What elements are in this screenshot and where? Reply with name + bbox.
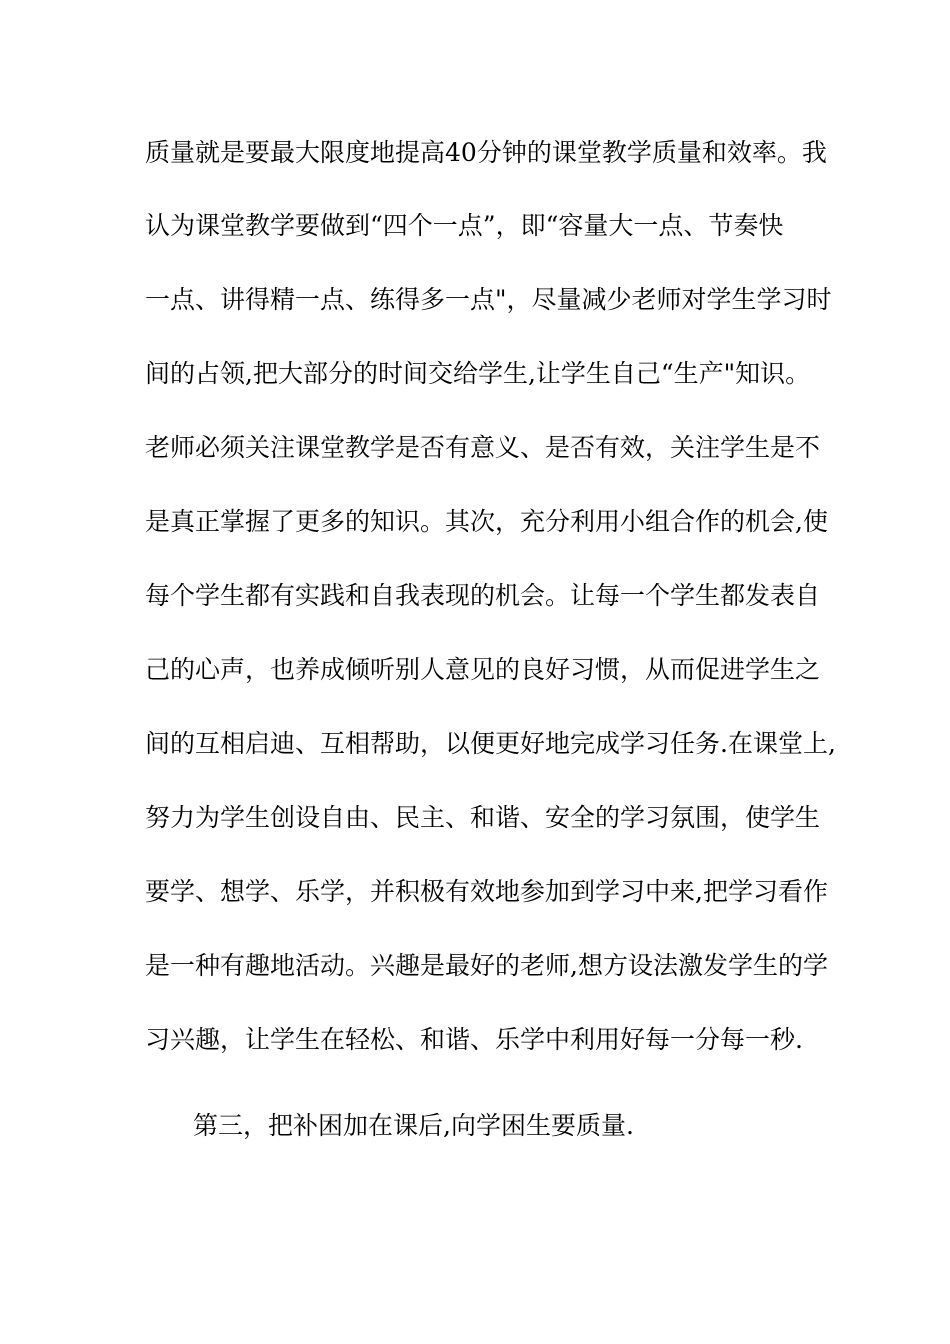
body-text-line: 间的互相启迪、互相帮助，以便更好地完成学习任务.在课堂上, [145, 729, 836, 758]
body-text-line: 一点、讲得精一点、练得多一点"，尽量减少老师对学生学习时 [145, 285, 832, 314]
body-text-line: 认为课堂教学要做到“四个一点”，即“容量大一点、节奏快 [145, 211, 784, 240]
body-text-line: 努力为学生创设自由、民主、和谐、安全的学习氛围，使学生 [145, 803, 821, 832]
body-text-line: 质量就是要最大限度地提高40分钟的课堂教学质量和效率。我 [145, 138, 827, 167]
body-text-line: 是真正掌握了更多的知识。其次，充分利用小组合作的机会,使 [145, 507, 828, 536]
body-text-line: 间的占领,把大部分的时间交给学生,让学生自己“生产"知识。 [145, 359, 811, 388]
body-text-line: 是一种有趣地活动。兴趣是最好的老师,想方设法激发学生的学 [145, 951, 828, 980]
body-text-line: 老师必须关注课堂教学是否有意义、是否有效，关注学生是不 [145, 433, 821, 462]
body-text-line: 习兴趣，让学生在轻松、和谐、乐学中利用好每一分每一秒. [145, 1025, 803, 1054]
paragraph-heading-line: 第三，把补困加在课后,向学困生要质量. [193, 1111, 634, 1140]
body-text-line: 每个学生都有实践和自我表现的机会。让每一个学生都发表自 [145, 581, 821, 610]
body-text-line: 要学、想学、乐学，并积极有效地参加到学习中来,把学习看作 [145, 877, 828, 906]
body-text-line: 己的心声，也养成倾听别人意见的良好习惯，从而促进学生之 [145, 655, 821, 684]
